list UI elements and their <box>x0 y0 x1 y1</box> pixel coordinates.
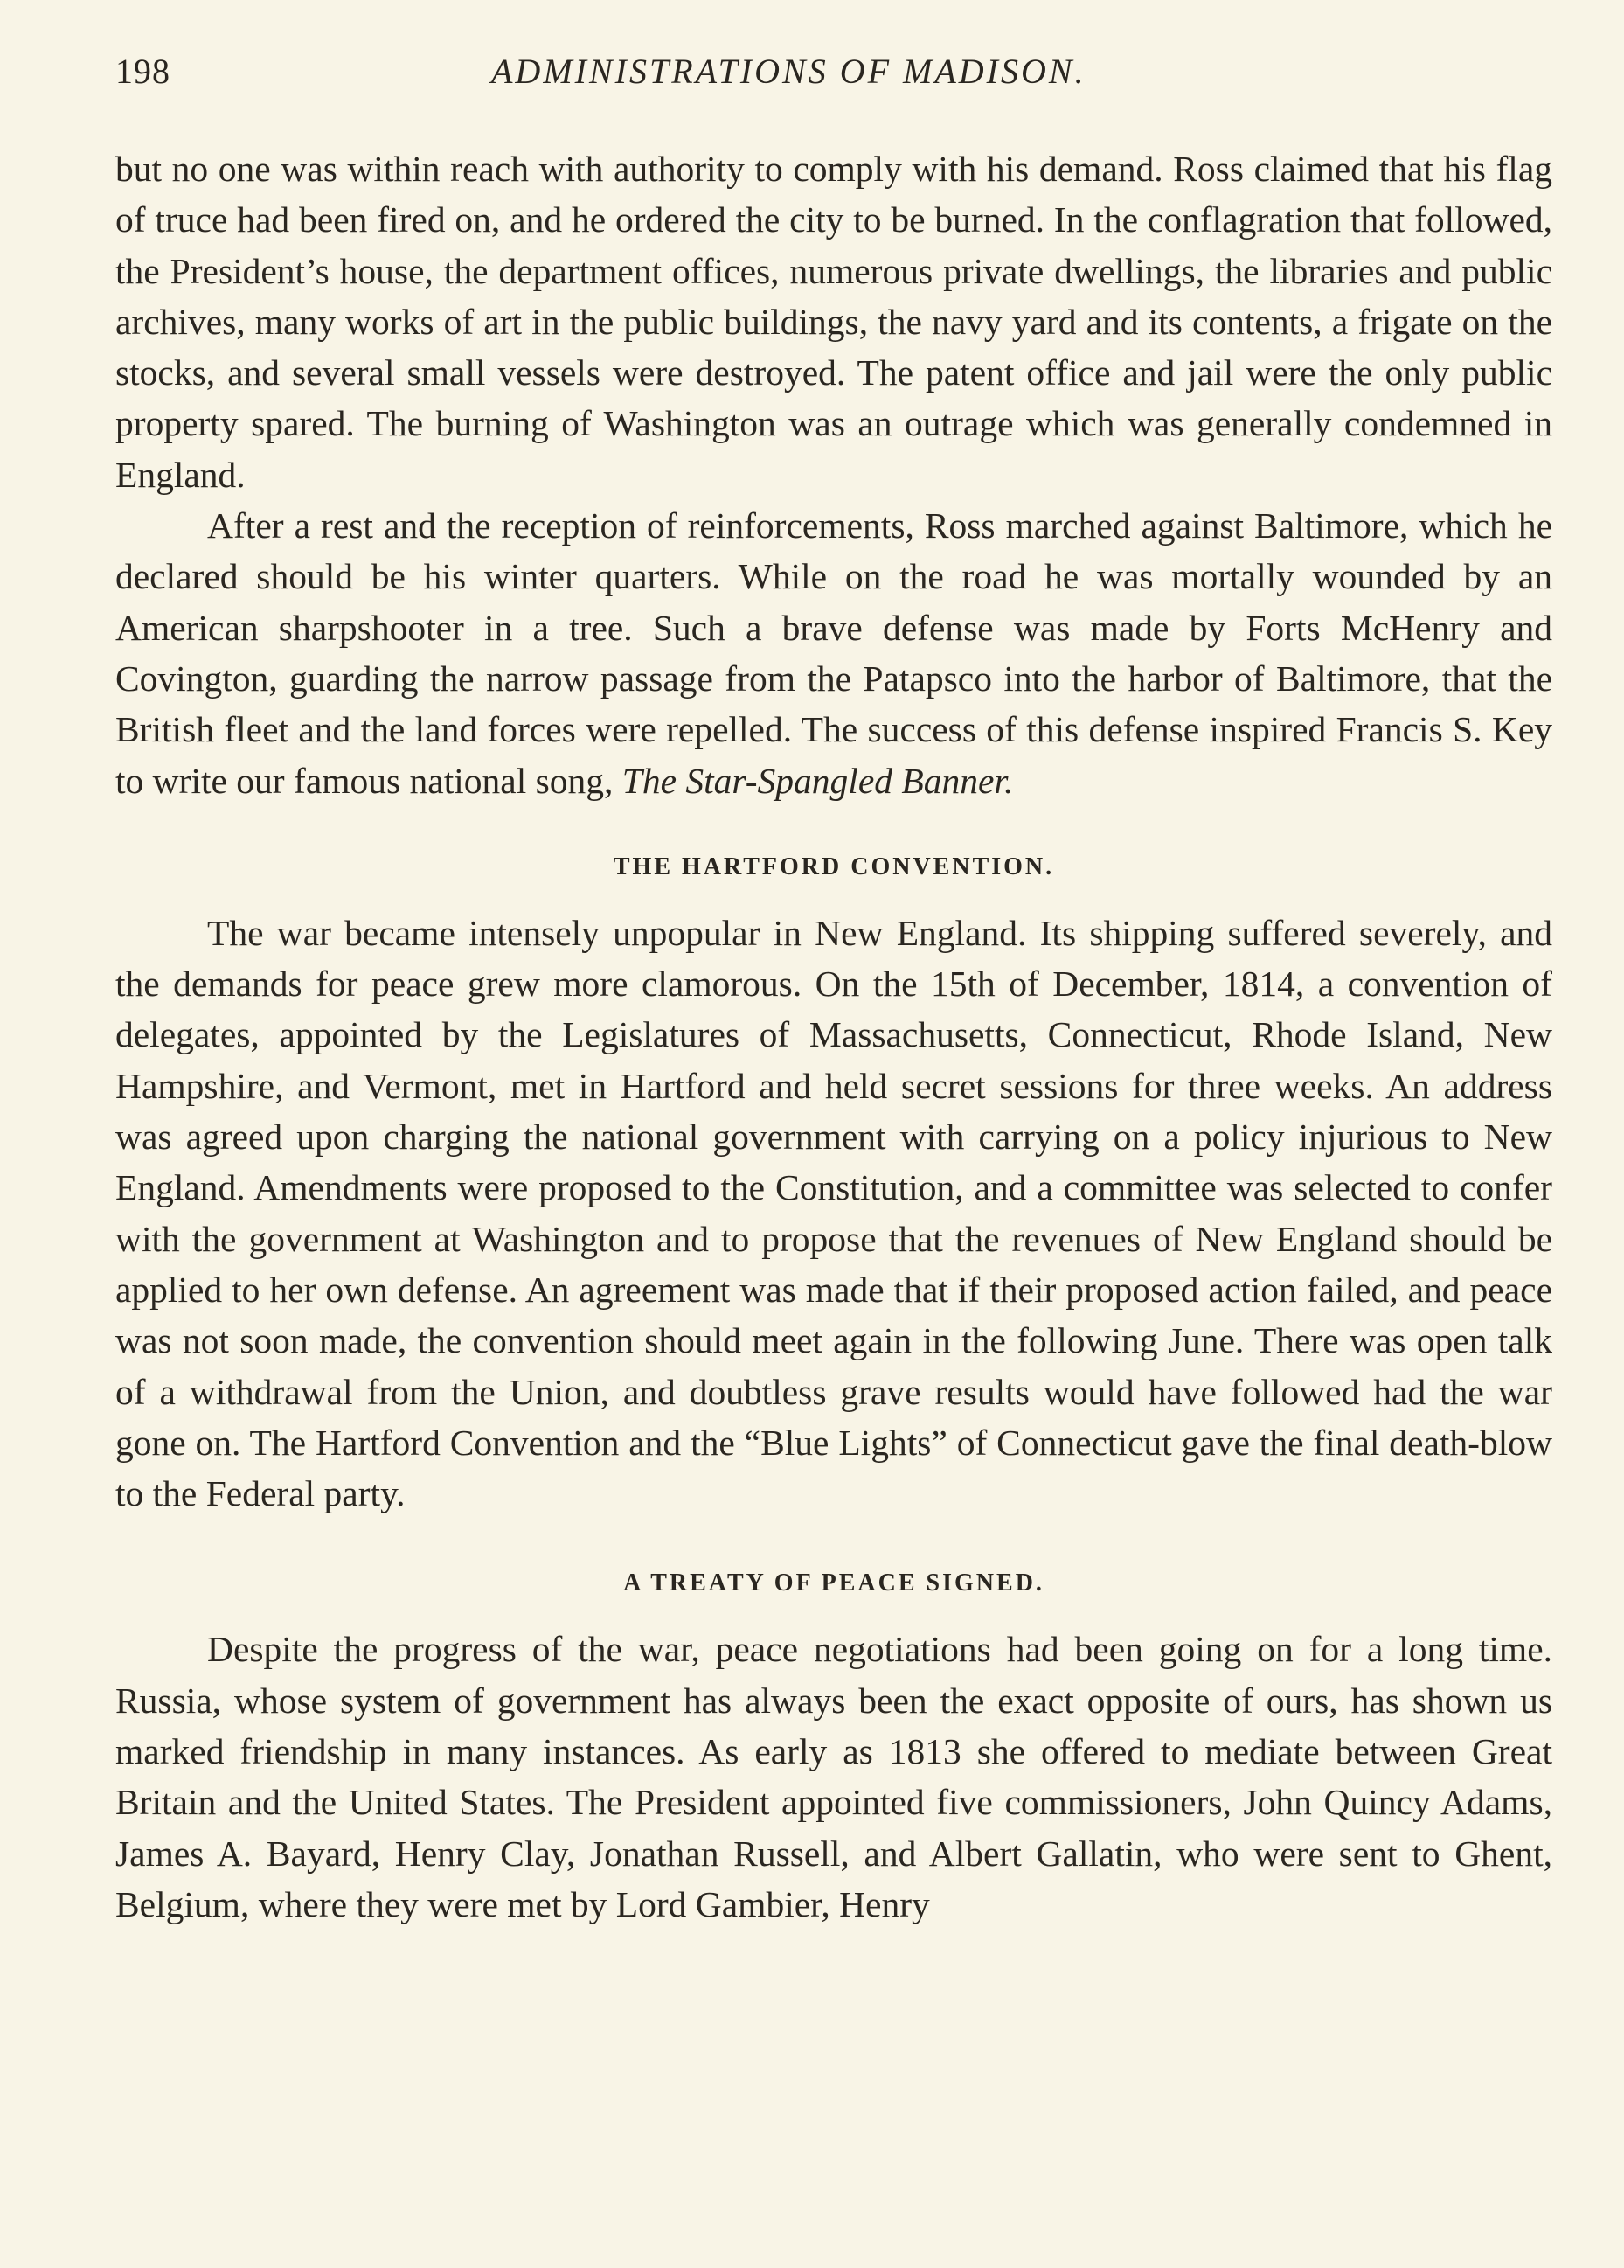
song-title: The Star-Spangled Banner. <box>621 760 1014 801</box>
paragraph-baltimore-defense <box>115 500 1552 806</box>
section-heading-treaty-of-peace: A TREATY OF PEACE SIGNED. <box>623 1569 1044 1597</box>
section-heading-hartford-convention: THE HARTFORD CONVENTION. <box>613 852 1055 880</box>
paragraph-peace-negotiations: Despite the progress of the war, peace negotiations had been going on for a long time. Russia, whose system of government has always been the exact opposite of ours, has shown us marked friendship in many instances. As early as 1813 she offered to mediate between Great Britain and the United States. The President appointed five commissioners, John Quincy Adams, James A. Bayard, Henry Clay, Jonathan Russell, and Albert Gallatin, who were sent to Ghent, Belgium, where they were met by Lord Gambier, Henry <box>115 1629 1552 1924</box>
page-number: 198 <box>115 52 170 91</box>
paragraph-ross-burns-washington: but no one was within reach with authority to comply with his demand. Ross claimed that his flag of truce had been fired on, and he ordered the city to be burned. In the conflagration that followed, the President’s house, the department offices, numerous private dwellings, the libraries and public archives, many works of art in the public buildings, the navy yard and its contents, a frigate on the stocks, and several small vessels were destroyed. The patent office and jail were the only public property spared. The burning of Washington was an outrage which was generally condemned in England. <box>115 149 1552 495</box>
paragraph-baltimore-text: After a rest and the reception of reinforcements, Ross marched against Baltimore, which he declared should be his winter quarters. While on the road he was mortally wounded by an American sharpshooter in a tree. Such a brave defense was made by Forts McHenry and Covington, guarding the narrow passage from the Patapsco into the harbor of Baltimore, that the British fleet and the land forces were repelled. The success of this defense inspired Francis S. Key to write our famous national song, <box>115 505 1552 801</box>
paragraph-hartford-convention: The war became intensely unpopular in New England. Its shipping suffered severely, and the demands for peace grew more clamorous. On the 15th of December, 1814, a convention of delegates, appointed by the Legislatures of Massachusetts, Connecticut, Rhode Island, New Hampshire, and Vermont, met in Hartford and held secret sessions for three weeks. An address was agreed upon charging the national government with carrying on a policy injurious to New England. Amendments were proposed to the Constitution, and a committee was selected to confer with the government at Washington and to propose that the revenues of New England should be applied to her own defense. An agreement was made that if their proposed action failed, and peace was not soon made, the convention should meet again in the following June. There was open talk of a withdrawal from the Union, and doubtless grave results would have followed had the war gone on. The Hartford Convention and the “Blue Lights” of Connecticut gave the final death-blow to the Federal party. <box>115 912 1552 1514</box>
running-title: ADMINISTRATIONS OF MADISON. <box>491 52 1086 91</box>
running-head <box>115 51 1552 103</box>
